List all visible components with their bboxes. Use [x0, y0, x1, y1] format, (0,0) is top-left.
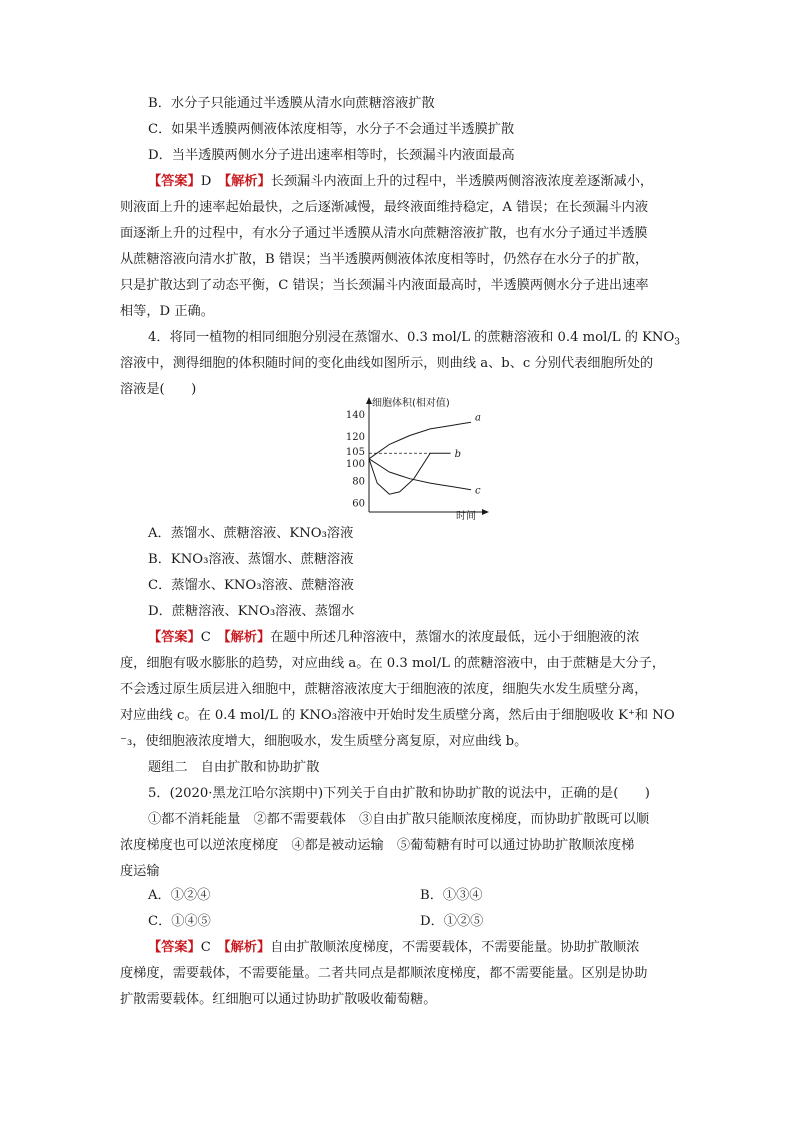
analysis-text: 长颈漏斗内液面上升的过程中，半透膜两侧溶液浓度差逐渐减小， [270, 174, 654, 189]
q3-analysis-line: 面逐渐上升的过程中，有水分子通过半透膜从清水向蔗糖溶液扩散，也有水分子通过半透膜 [120, 226, 648, 241]
answer-value: D [200, 174, 212, 189]
q4-analysis-line: 不会透过原生质层进入细胞中，蔗糖溶液浓度大于细胞液的浓度，细胞失水发生质壁分离， [120, 682, 648, 697]
cell-volume-chart [335, 395, 495, 520]
q3-option-b: B．水分子只能通过半透膜从清水向蔗糖溶液扩散 [148, 96, 435, 111]
y-tick-label: 140 [345, 410, 365, 422]
q5-option-c: C．①④⑤ [148, 914, 211, 929]
q3-analysis-line: 相等，D 正确。 [120, 304, 214, 319]
q3-answer-line [148, 172, 653, 192]
q3-analysis-line: 只是扩散达到了动态平衡，C 错误；当长颈漏斗内液面最高时，半透膜两侧水分子进出速率 [120, 278, 649, 293]
q4-analysis-line: 对应曲线 c。在 0.4 mol/L 的 KNO₃溶液中开始时发生质壁分离，然后由于细胞吸收 K⁺和 NO [120, 708, 675, 723]
q3-option-d: D．当半透膜两侧水分子进出速率相等时，长颈漏斗内液面最高 [148, 148, 515, 163]
curve-c [369, 459, 471, 490]
q4-option-a: A．蒸馏水、蔗糖溶液、KNO₃溶液 [148, 526, 354, 541]
q4-option-b: B．KNO₃溶液、蒸馏水、蔗糖溶液 [148, 552, 354, 567]
q4-stem-line1 [148, 328, 680, 353]
q5-stem-line1: 5．(2020·黑龙江哈尔滨期中)下列关于自由扩散和协助扩散的说法中，正确的是( ) [148, 786, 650, 801]
q4-option-d: D．蔗糖溶液、KNO₃溶液、蒸馏水 [148, 604, 355, 619]
q5-option-a: A．①②④ [148, 888, 211, 903]
analysis-tag: 【解析】 [224, 174, 271, 189]
y-tick-label: 60 [352, 498, 365, 510]
q5-stem-line3: 浓度梯度也可以逆浓度梯度 ④都是被动运输 ⑤葡萄糖有时可以通过协助扩散顺浓度梯 [120, 838, 635, 853]
answer-tag: 【答案】 [148, 630, 201, 645]
y-axis-title: 细胞体积(相对值) [372, 398, 450, 409]
analysis-tag: 【解析】 [224, 630, 271, 645]
x-axis-arrow [482, 509, 489, 515]
answer-tag: 【答案】 [148, 940, 201, 955]
q5-option-d: D．①②⑤ [420, 914, 484, 929]
q4-answer-line [148, 628, 639, 648]
x-axis-title: 时间 [456, 511, 476, 520]
series-group [369, 412, 481, 496]
curve-label-a: a [475, 412, 481, 424]
curve-label-b: b [454, 449, 462, 461]
curve-b [369, 453, 451, 494]
analysis-text: 在题中所述几种溶液中，蒸馏水的浓度最低，远小于细胞液的浓 [270, 630, 640, 645]
analysis-tag: 【解析】 [224, 940, 271, 955]
q4-analysis-line: 度，细胞有吸水膨胀的趋势，对应曲线 a。在 0.3 mol/L 的蔗糖溶液中，由于蔗糖是大分子， [120, 656, 666, 671]
y-tick-label: 105 [345, 447, 365, 459]
q3-analysis-line: 则液面上升的速率起始最快，之后逐渐减慢，最终液面维持稳定，A 错误；在长颈漏斗内液 [120, 200, 649, 215]
q4-option-c: C．蒸馏水、KNO₃溶液、蔗糖溶液 [148, 578, 354, 593]
q3-analysis-line: 从蔗糖溶液向清水扩散，B 错误；当半透膜两侧液体浓度相等时，仍然存在水分子的扩散， [120, 252, 649, 267]
answer-value: C [200, 940, 211, 955]
answer-value: C [200, 630, 211, 645]
y-tick-labels [346, 410, 365, 509]
answer-tag: 【答案】 [148, 174, 201, 189]
q5-answer-line [148, 938, 639, 958]
y-tick-label: 100 [345, 458, 365, 470]
q3-option-c: C．如果半透膜两侧液体浓度相等，水分子不会通过半透膜扩散 [148, 122, 515, 137]
q4-stem-line2: 溶液中，测得细胞的体积随时间的变化曲线如图所示，则曲线 a、b、c 分别代表细胞所处的 [120, 356, 654, 371]
y-tick-label: 80 [352, 476, 365, 488]
q4-stem-text: 4．将同一植物的相同细胞分别浸在蒸馏水、0.3 mol/L 的蔗糖溶液和 0.4 mol/L 的 KNO [148, 330, 675, 345]
analysis-text: 自由扩散顺浓度梯度，不需要载体，不需要能量。协助扩散顺浓 [270, 940, 640, 955]
y-tick-label: 120 [345, 432, 365, 444]
q5-option-b: B．①③④ [420, 888, 483, 903]
q4-stem-line3: 溶液是( ) [120, 382, 197, 397]
q5-analysis-line: 扩散需要载体。红细胞可以通过协助扩散吸收葡萄糖。 [120, 992, 437, 1007]
q5-stem-line4: 度运输 [120, 864, 160, 879]
group2-title: 题组二 自由扩散和协助扩散 [148, 760, 320, 775]
q5-stem-line2: ①都不消耗能量 ②都不需要载体 ③自由扩散只能顺浓度梯度，而协助扩散既可以顺 [148, 812, 650, 827]
q5-analysis-line: 度梯度，需要载体，不需要能量。二者共同点是都顺浓度梯度，都不需要能量。区别是协助 [120, 966, 648, 981]
curve-label-c: c [475, 485, 481, 497]
q4-stem-subscript: 3 [674, 337, 681, 348]
q4-analysis-line: ⁻₃，使细胞液浓度增大，细胞吸水，发生质壁分离复原，对应曲线 b。 [120, 734, 528, 749]
